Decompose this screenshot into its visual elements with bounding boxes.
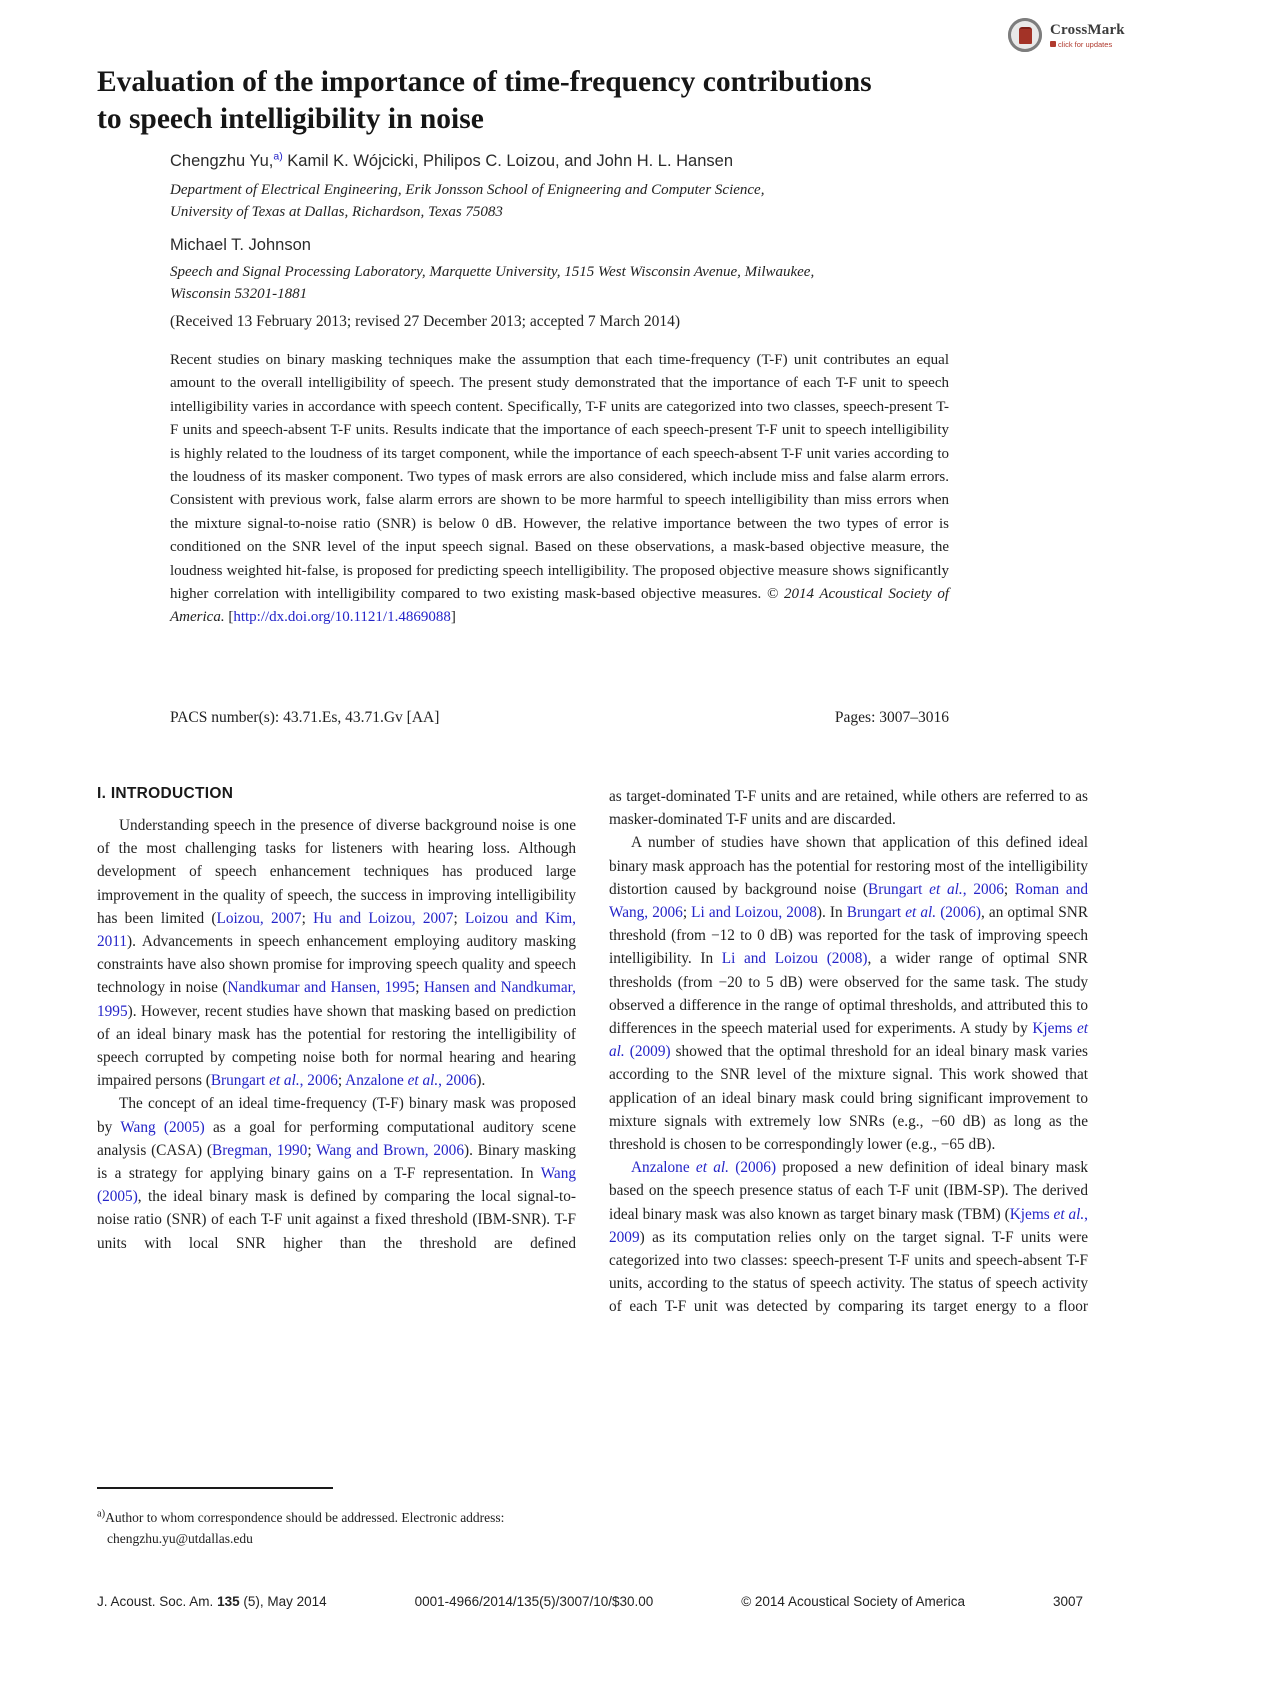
text-run: ) as its computation relies only on the target signal. T-F units were categorized into two classes: speech-present T-F units and speech-absent T-F units, according to the status of speech activity. The status of speech activity of each T-F unit was detected by comparing its target energy to a floor	[609, 1228, 1088, 1316]
citation-link[interactable]: Hansen and Nandkumar, 1995	[97, 979, 576, 1020]
text-run: showed that the optimal threshold for an ideal binary mask varies according to the SNR level of the mixture signal. This work showed that application of an ideal binary mask could bring significant improvement to mixture signals with extremely low SNRs (e.g., −60 dB) as long as the threshold is chosen to be correspondingly lower (e.g., −65 dB).	[609, 1043, 1088, 1154]
pages-range: Pages: 3007–3016	[834, 709, 949, 726]
citation-link[interactable]: Bregman, 1990	[212, 1141, 308, 1159]
affiliation-line: University of Texas at Dallas, Richardson, Texas 75083	[170, 204, 503, 220]
citation-link[interactable]: Wang and Brown, 2006	[316, 1141, 464, 1159]
citation-link[interactable]: , 2006	[438, 1072, 477, 1090]
paragraph	[609, 785, 1088, 831]
citation-link[interactable]: Kjems	[1009, 1205, 1054, 1223]
text-run: 135	[217, 1594, 240, 1609]
text-run: ;	[682, 904, 692, 922]
paragraph	[609, 831, 1088, 1156]
author-byline	[170, 152, 733, 171]
citation-link[interactable]: Anzalone	[345, 1072, 408, 1090]
text-run: ).	[476, 1072, 486, 1090]
citation-link[interactable]: , 2006	[962, 880, 1004, 898]
crossmark-tagline: click for updates	[1058, 39, 1113, 49]
copyright-notice: © 2014 Acoustical Society of America	[741, 1594, 966, 1609]
crossmark-brand: CrossMark	[1050, 21, 1125, 38]
page-footer	[97, 1594, 1083, 1609]
issn-code: 0001-4966/2014/135(5)/3007/10/$30.00	[414, 1594, 654, 1609]
text-run: ;	[415, 979, 424, 997]
citation-link[interactable]: et al.	[609, 1020, 1089, 1061]
text-run: Kamil K. Wójcicki, Philipos C. Loizou, and John H. L. Hansen	[282, 152, 734, 170]
paragraph	[97, 1092, 576, 1254]
crossmark-logo-inner	[1011, 21, 1039, 49]
text-run: ]	[450, 609, 456, 626]
text-run: The concept of an ideal time-frequency (T-F) binary mask was proposed by	[97, 1095, 576, 1136]
citation-link[interactable]: Loizou, 2007	[216, 909, 302, 927]
citation-link[interactable]: Anzalone	[631, 1159, 696, 1177]
citation-link[interactable]: (2006)	[936, 904, 981, 922]
text-run: Chengzhu Yu,	[170, 152, 274, 170]
text-run: a)	[97, 1508, 106, 1520]
crossmark-badge[interactable]	[1008, 18, 1125, 52]
affiliation-line: Speech and Signal Processing Laboratory, Marquette University, 1515 West Wisconsin Avenue, Milwaukee,	[170, 264, 815, 280]
text-run: (5), May 2014	[239, 1594, 327, 1609]
text-run: proposed a new definition of ideal binary mask based on the speech presence status of each T-F unit (IBM-SP). The derived ideal binary mask was also known as target binary mask (TBM) (	[609, 1159, 1089, 1223]
text-run: J. Acoust. Soc. Am.	[97, 1594, 218, 1609]
citation-link[interactable]: et al.	[269, 1072, 300, 1090]
citation-link[interactable]: Brungart	[846, 904, 906, 922]
journal-citation	[97, 1594, 327, 1609]
affiliation-line: Department of Electrical Engineering, Erik Jonsson School of Enigneering and Computer Science,	[170, 182, 765, 198]
crossmark-bookmark-icon	[1019, 27, 1032, 44]
citation-link[interactable]: Kjems	[1032, 1020, 1077, 1038]
text-run: chengzhu.yu@utdallas.edu	[107, 1531, 253, 1546]
text-run: © 2014 Acoustical Society of America.	[170, 586, 949, 626]
text-run: as target-dominated T-F units and are retained, while others are referred to as masker-dominated T-F units and are discarded.	[609, 788, 1088, 829]
text-run: ;	[1003, 880, 1015, 898]
text-run: [	[224, 609, 234, 626]
affiliation-line: Wisconsin 53201-1881	[170, 286, 308, 302]
author-footnote-marker[interactable]: a)	[273, 150, 283, 163]
crossmark-text-block	[1050, 22, 1125, 49]
text-run: ). Binary masking is a strategy for applying binary gains on a T-F representation. In	[97, 1141, 576, 1183]
citation-link[interactable]: Nandkumar and Hansen, 1995	[227, 979, 416, 997]
citation-link[interactable]: , 2006	[299, 1072, 338, 1090]
doi-link[interactable]: http://dx.doi.org/10.1121/1.4869088	[233, 609, 451, 626]
section-heading-introduction: I. INTRODUCTION	[97, 785, 234, 802]
paragraph	[609, 1156, 1088, 1318]
citation-link[interactable]: et al.	[407, 1072, 439, 1090]
received-dates: (Received 13 February 2013; revised 27 December 2013; accepted 7 March 2014)	[170, 313, 681, 330]
text-run: ;	[453, 909, 465, 927]
title-line-2: to speech intelligibility in noise	[97, 103, 484, 135]
crossmark-logo-icon	[1008, 18, 1042, 52]
text-run: ). In	[816, 904, 847, 922]
text-run: , an optimal SNR threshold (from −12 to 0 dB) was reported for the task of improving speech intelligibility. In	[609, 904, 1089, 968]
pacs-row	[170, 709, 949, 727]
affiliation-1	[170, 179, 764, 223]
footnote-divider	[97, 1487, 333, 1489]
citation-link[interactable]: (2009)	[624, 1043, 671, 1061]
text-run: , a wider range of optimal SNR thresholds (from −20 to 5 dB) were observed for the same task. The study observed a difference in the range of optimal thresholds, and attributed this to differences in the speech material used for experiments. A study by	[609, 950, 1089, 1038]
text-run: Understanding speech in the presence of diverse background noise is one of the most challenging tasks for listeners with hearing loss. Although development of speech enhancement techniques has produced large improvement in the quality of speech, the success in improving intelligibility has been limited (	[97, 817, 576, 927]
citation-link[interactable]: Li and Loizou, 2008	[691, 904, 817, 922]
text-run: , the ideal binary mask is defined by comparing the local signal-to-noise ratio (SNR) of each T-F unit against a fixed threshold (IBM-SNR). T-F units with local SNR higher than the threshold are defined	[97, 1188, 576, 1252]
footnote-text	[97, 1507, 577, 1549]
text-run: ;	[307, 1141, 317, 1159]
text-run: as a goal for performing computational auditory scene analysis (CASA) (	[97, 1118, 576, 1159]
left-column	[97, 785, 576, 1319]
citation-link[interactable]: Wang (2005)	[97, 1165, 576, 1206]
text-run: ;	[337, 1072, 346, 1090]
citation-link[interactable]: Brungart	[868, 880, 930, 898]
crossmark-check-icon	[1050, 41, 1056, 47]
footnote	[97, 1487, 577, 1549]
article-body	[97, 785, 1089, 1319]
text-run: Author to whom correspondence should be addressed. Electronic address:	[105, 1510, 505, 1525]
text-run: ). Advancements in speech enhancement employing auditory masking constraints have also shown promise for improving speech quality and speech technology in noise (	[97, 933, 576, 997]
citation-link[interactable]: , 2009	[609, 1205, 1088, 1246]
crossmark-tagline-row	[1050, 40, 1125, 49]
pacs-numbers: PACS number(s): 43.71.Es, 43.71.Gv [AA]	[170, 709, 440, 726]
citation-link[interactable]: (2006)	[728, 1159, 777, 1177]
citation-link[interactable]: Wang (2005)	[120, 1118, 205, 1136]
citation-link[interactable]: Hu and Loizou, 2007	[313, 909, 454, 927]
text-run: Recent studies on binary masking techniques make the assumption that each time-frequency (T-F) unit contributes an equal amount to the overall intelligibility of speech. The present study demonstrated that the importance of each T-F unit to speech intelligibility varies in accordance with speech content. Specifically, T-F units are categorized into two classes, speech-present T-F units and speech-absent T-F units. Results indicate that the importance of each speech-present T-F unit to speech intelligibility is highly related to the loudness of its target component, while the importance of each speech-absent T-F unit varies according to the loudness of its masker component. Two types of mask errors are also considered, which include miss and false alarm errors. Consistent with previous work, false alarm errors are shown to be more harmful to speech intelligibility than miss errors when the mixture signal-to-noise ratio (SNR) is below 0 dB. However, the relative importance between the two types of error is conditioned on the SNR level of the input speech signal. Based on these observations, a mask-based objective measure, the loudness weighted hit-false, is proposed for predicting speech intelligibility. The proposed objective measure shows significantly higher correlation with intelligibility compared to two existing mask-based objective measures.	[170, 352, 949, 603]
citation-link[interactable]: Brungart	[210, 1072, 270, 1090]
author-byline-2: Michael T. Johnson	[170, 236, 311, 254]
right-column	[609, 785, 1088, 1319]
citation-link[interactable]: et al.	[1053, 1205, 1085, 1223]
citation-link[interactable]: et al.	[929, 880, 963, 898]
text-run: ). However, recent studies have shown that masking based on prediction of an ideal binary mask has the potential for restoring the intelligibility of speech corrupted by competing noise both for normal hearing and hearing impaired persons (	[97, 1002, 576, 1090]
citation-link[interactable]: Li and Loizou (2008)	[721, 950, 868, 968]
title-line-1: Evaluation of the importance of time-frequency contributions	[97, 66, 872, 98]
affiliation-2	[170, 261, 814, 305]
text-run: A number of studies have shown that application of this defined ideal binary mask approach has the potential for restoring most of the intelligibility distortion caused by background noise (	[609, 834, 1088, 898]
citation-link[interactable]: et al.	[905, 904, 937, 922]
citation-link[interactable]: et al.	[695, 1159, 729, 1177]
citation-link[interactable]: Loizou and Kim, 2011	[97, 909, 576, 951]
page-title	[97, 64, 1097, 138]
citation-link[interactable]: Roman and Wang, 2006	[609, 880, 1088, 922]
abstract	[170, 349, 949, 630]
page-number: 3007	[1052, 1594, 1083, 1609]
paragraph	[97, 814, 576, 1092]
text-run: ;	[301, 909, 314, 927]
